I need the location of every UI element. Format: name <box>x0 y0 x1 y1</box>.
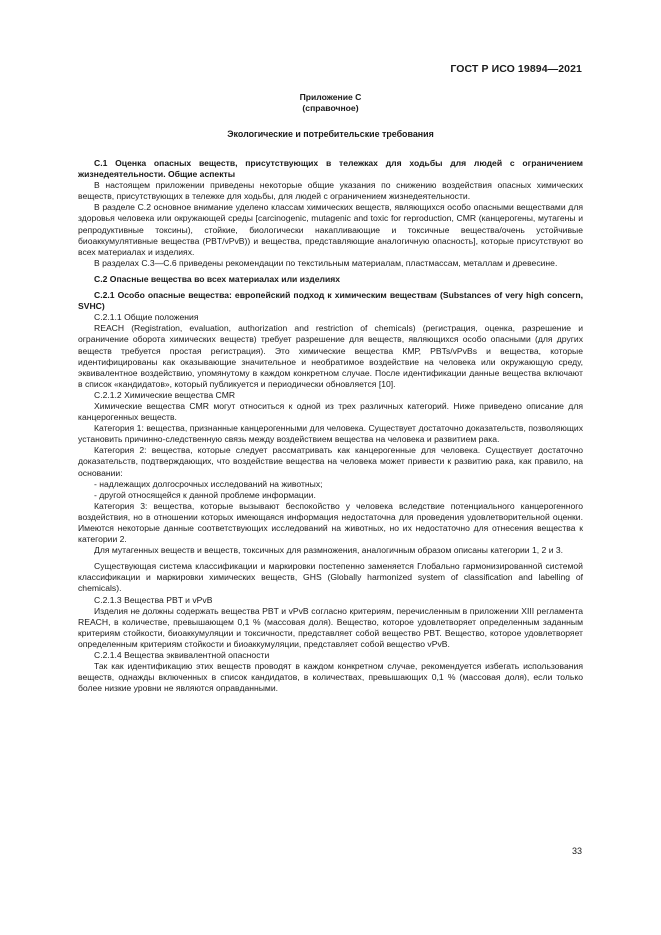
paragraph: Так как идентификацию этих веществ проводят в каждом конкретном случае, рекомендуется избегать использования веществ, однажды включенных в список кандидатов, в количествах, превышающих 0,1 % (массовая доля), если только более низкие уровни не являются оправданными. <box>78 661 583 694</box>
list-item: - надлежащих долгосрочных исследований на животных; <box>94 478 323 489</box>
list-item: - другой относящейся к данной проблеме информации. <box>94 489 316 500</box>
paragraph: Категория 2: вещества, которые следует рассматривать как канцерогенные для человека. Существует достаточно доказательств, подтверждающих, что воздействие вещества на человека может привести к развитию рака, как правило, на основании: <box>78 445 583 478</box>
annex-title: Экологические и потребительские требования <box>227 129 434 139</box>
bullet-list <box>78 479 583 501</box>
paragraph: В настоящем приложении приведены некоторые общие указания по снижению воздействия опасных химических веществ, присутствующих в тележке для ходьбы, для людей с ограничением жизнедеятельности. <box>78 180 583 202</box>
paragraph: REACH (Registration, evaluation, authorization and restriction of chemicals) (регистрация, оценка, разрешение и ограничение оборота химических веществ) требует разрешение для веществ, являющихся особо опасными (для других веществ требуется простая регистрация). Это химические вещества КМР, PBTs/vPvBs и вещества, которые идентифицированы как оказывающие значительное и необратимое воздействие на человека или окружающую среду, эквивалентное воздействию, упомянутому в каждом конкретном случае. После идентификации данные вещества включают в список «кандидатов», который публикуется и периодически обновляется [10]. <box>78 323 583 389</box>
paragraph: Для мутагенных веществ и веществ, токсичных для размножения, аналогичным образом описаны категории 1, 2 и 3. <box>94 545 564 556</box>
standard-designation: ГОСТ Р ИСО 19894—2021 <box>450 63 582 75</box>
subsection-c212-title: С.2.1.2 Химические вещества CMR <box>94 389 236 400</box>
section-c2-heading: С.2 Опасные вещества во всех материалах или изделиях <box>94 273 341 284</box>
page-number: 33 <box>571 846 582 856</box>
paragraph: В разделах С.3—С.6 приведены рекомендации по текстильным материалам, пластмассам, металлам и древесине. <box>94 257 558 268</box>
annex-type: (справочное) <box>302 103 359 113</box>
paragraph: Категория 3: вещества, которые вызывают беспокойство у человека вследствие потенциального канцерогенного воздействия, но в отношении которых имеющаяся информация недостаточна для проведения удовлетворительной оценки. Имеются некоторые данные соответствующих исследований на животных, но их недостаточно для отнесения вещества к категории 2. <box>78 500 583 545</box>
subsection-c214-title: С.2.1.4 Вещества эквивалентной опасности <box>94 650 270 661</box>
paragraph: Изделия не должны содержать вещества PBT и vPvB согласно критериям, перечисленным в приложении XIII регламента REACH, в количестве, превышающем 0,1 % (массовая доля). Вещество, которое удовлетворяет определенным заданным критериям стойкости, биоаккумуляции и токсичности, представляет собой вещество PBT. Вещество, которое удовлетворяет определенным критериям стойкости и биоаккумуляции, представляет собой вещество vPvB. <box>78 605 583 649</box>
subsection-c211-title: С.2.1.1 Общие положения <box>94 312 199 323</box>
document-body <box>78 158 583 694</box>
paragraph: Существующая система классификации и маркировки постепенно заменяется Глобально гармонизированной системой классификации и маркировки химических веществ, GHS (Globally harmonized system of classification and labelling of chemicals). <box>78 561 583 594</box>
annex-label: Приложение С <box>299 92 362 102</box>
section-c1-heading: С.1 Оценка опасных веществ, присутствующих в тележках для ходьбы для людей с ограничением жизнедеятельности. Общие аспекты <box>78 158 583 180</box>
paragraph: Химические вещества CMR могут относиться к одной из трех различных категорий. Ниже приведено описание для канцерогенных веществ. <box>78 400 583 423</box>
paragraph: Категория 1: вещества, признанные канцерогенными для человека. Существует достаточно доказательств, позволяющих установить причинно-следственную связь между воздействием вещества на человека и развитием рака. <box>78 423 583 445</box>
section-c21-heading: С.2.1 Особо опасные вещества: европейский подход к химическим веществам (Substances of very high concern, SVHC) <box>78 290 583 312</box>
annex-heading <box>0 92 661 114</box>
paragraph: В разделе С.2 основное внимание уделено классам химических веществ, являющихся особо опасными веществами для здоровья человека или окружающей среды [carcinogenic, mutagenic and toxic for reproduction, CMR (канцерогены, мутагены и репродуктивные токсины), стойкие, биологически накапливающие и токсичные вещества/очень устойчивые биоаккумулятивные вещества (PBT/vPvB)) и вещества, представляющие аналогичную опасность], которые присутствуют во всех материалах и изделиях. <box>78 202 583 257</box>
subsection-c213-title: С.2.1.3 Вещества PBT и vPvB <box>94 594 213 605</box>
